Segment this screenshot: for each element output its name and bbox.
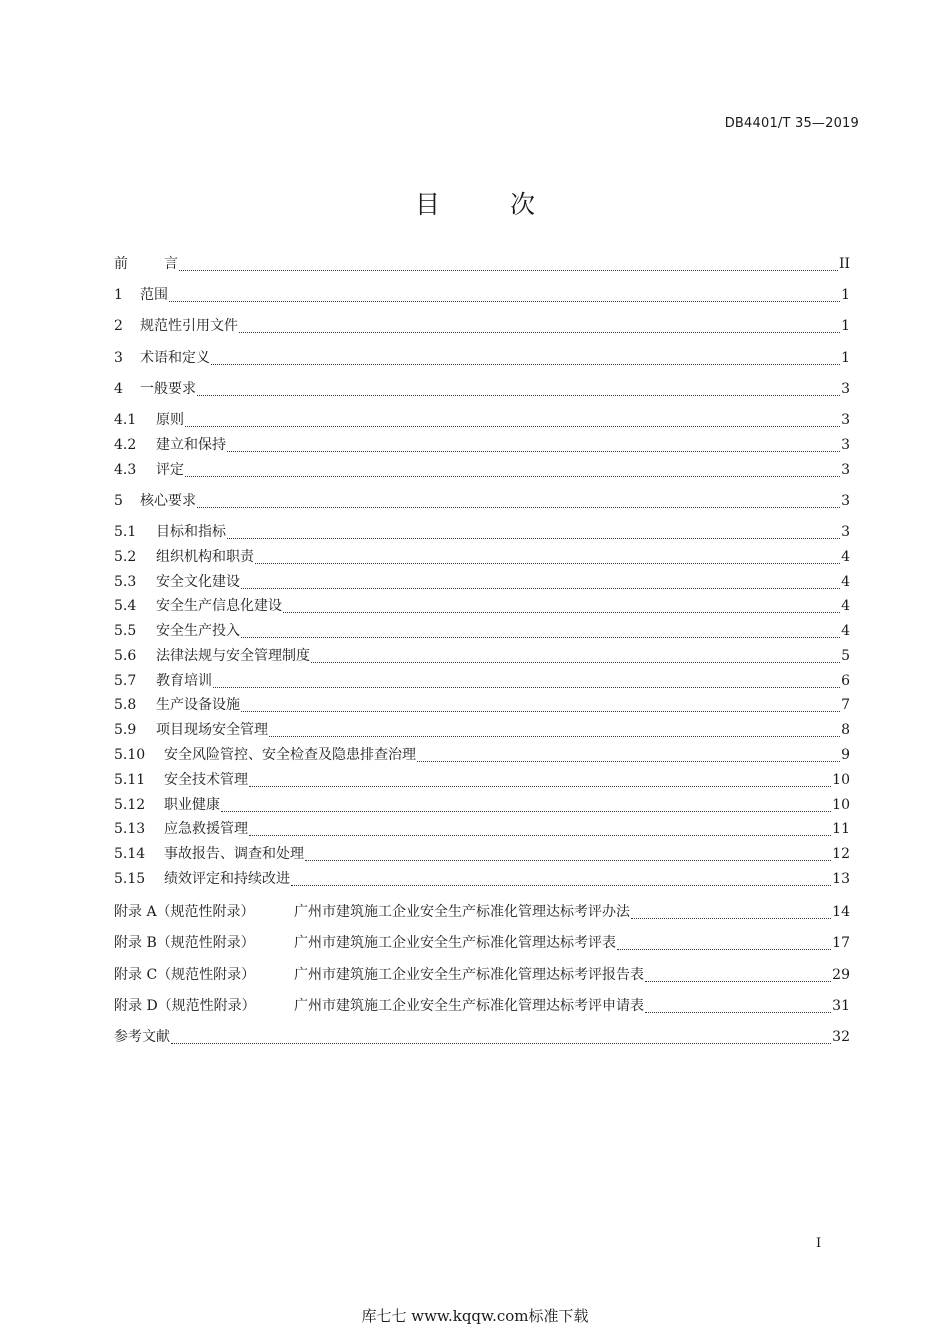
toc-entry[interactable] [114,621,850,641]
toc-entry-number: 2 [114,318,123,334]
toc-entry-label: 规范性引用文件 [140,318,238,334]
toc-leader-dots [185,412,840,427]
toc-entry[interactable] [114,572,850,592]
toc-entry-number: 5.15 [114,871,146,887]
toc-entry-label: 法律法规与安全管理制度 [156,648,310,664]
toc-entry-label: 广州市建筑施工企业安全生产标准化管理达标考评办法 [294,904,630,920]
toc-entry-label: 职业健康 [164,797,220,813]
toc-entry-number: 5.1 [114,524,137,540]
toc-entry[interactable] [114,316,850,336]
toc-entry-page: 1 [841,350,850,366]
toc-entry-number: 附录 D（规范性附录） [114,998,256,1014]
toc-leader-dots [631,904,831,919]
toc-leader-dots [305,846,831,861]
toc-entry-number: 5 [114,493,123,509]
toc-entry[interactable] [114,410,850,430]
toc-leader-dots [417,747,840,762]
toc-entry-number: 5.11 [114,772,146,788]
toc-entry-label: 生产设备设施 [156,697,240,713]
toc-entry[interactable] [114,522,850,542]
toc-entry-number: 5.2 [114,549,137,565]
toc-entry-number: 附录 C（规范性附录） [114,967,256,983]
toc-leader-dots [239,318,840,333]
toc-entry-page: 17 [832,935,850,951]
toc-entry-page: 32 [832,1029,850,1045]
toc-entry[interactable] [114,1027,850,1047]
toc-entry-number: 5.9 [114,722,137,738]
toc-entry-number: 3 [114,350,123,366]
toc-entry[interactable] [114,435,850,455]
toc-entry-label: 教育培训 [156,673,212,689]
toc-entry-number: 4 [114,381,123,397]
toc-entry-label: 广州市建筑施工企业安全生产标准化管理达标考评表 [294,935,616,951]
toc-leader-dots [255,549,840,564]
toc-entry-number: 5.14 [114,846,146,862]
page-number: I [816,1236,822,1251]
toc-entry[interactable] [114,720,850,740]
toc-entry-number: 4.1 [114,412,137,428]
toc-entry-page: 3 [841,462,850,478]
title-char-1: 目 [414,190,440,219]
toc-entry[interactable] [114,695,850,715]
toc-entry-page: 11 [832,821,850,837]
toc-entry-label: 事故报告、调查和处理 [164,846,304,862]
toc-entry-page: 8 [841,722,850,738]
toc-leader-dots [283,598,840,613]
toc-entry-number: 5.6 [114,648,137,664]
toc-entry[interactable] [114,819,850,839]
toc-entry[interactable] [114,646,850,666]
toc-entry-label: 安全生产信息化建设 [156,598,282,614]
toc-entry-number: 前 [114,256,128,272]
toc-entry-page: 10 [832,797,850,813]
toc-leader-dots [241,574,840,589]
toc-entry[interactable] [114,285,850,305]
toc-entry-number: 5.3 [114,574,137,590]
toc-entry-label: 绩效评定和持续改进 [164,871,290,887]
toc-entry[interactable] [114,844,850,864]
toc-entry-number: 5.4 [114,598,137,614]
toc-entry-number: 5.10 [114,747,146,763]
toc-entry[interactable] [114,745,850,765]
toc-entry[interactable] [114,596,850,616]
toc-entry-label: 项目现场安全管理 [156,722,268,738]
toc-leader-dots [269,722,840,737]
toc-leader-dots [197,381,840,396]
toc-entry-page: 3 [841,493,850,509]
toc-entry-page: 29 [832,967,850,983]
toc-entry-label: 言 [164,256,178,272]
toc-entry-label: 范围 [140,287,168,303]
toc-entry-label: 安全生产投入 [156,623,240,639]
toc-entry[interactable] [114,965,850,985]
toc-entry-label: 原则 [156,412,184,428]
toc-leader-dots [221,797,831,812]
toc-entry-label: 安全技术管理 [164,772,248,788]
toc-entry-page: 5 [841,648,850,664]
toc-entry-number: 5.12 [114,797,146,813]
toc-leader-dots [179,256,838,271]
footer-watermark: 库七七 www.kqqw.com标准下载 [361,1307,589,1325]
toc-leader-dots [241,697,840,712]
toc-entry[interactable] [114,770,850,790]
toc-entry-page: II [838,256,850,272]
toc-leader-dots [249,772,831,787]
toc-entry-number: 附录 B（规范性附录） [114,935,255,951]
toc-leader-dots [185,462,840,477]
toc-entry-label: 一般要求 [140,381,196,397]
toc-leader-dots [213,673,840,688]
toc-leader-dots [645,967,831,982]
toc-entry[interactable] [114,902,850,922]
toc-entry[interactable] [114,671,850,691]
toc-entry-page: 6 [841,673,850,689]
toc-entry-page: 4 [841,598,850,614]
toc-entry-page: 31 [832,998,850,1014]
toc-entry[interactable] [114,869,850,889]
title-char-2: 次 [510,190,536,219]
toc-leader-dots [617,935,831,950]
toc-entry-label: 应急救援管理 [164,821,248,837]
toc-leader-dots [169,287,840,302]
toc-leader-dots [291,871,831,886]
toc-entry[interactable] [114,547,850,567]
toc-entry[interactable] [114,795,850,815]
toc-entry-label: 术语和定义 [140,350,210,366]
toc-entry-label: 广州市建筑施工企业安全生产标准化管理达标考评报告表 [294,967,644,983]
toc-entry-label: 安全风险管控、安全检查及隐患排查治理 [164,747,416,763]
standard-code: DB4401/T 35—2019 [724,116,859,131]
toc-entry-number: 1 [114,287,123,303]
toc-entry-number: 5.8 [114,697,137,713]
toc-entry-label: 评定 [156,462,184,478]
toc-entry[interactable] [114,254,850,274]
toc-entry-page: 14 [832,904,850,920]
toc-entry-page: 3 [841,381,850,397]
toc-leader-dots [211,350,840,365]
toc-entry-label: 核心要求 [140,493,196,509]
toc-entry[interactable] [114,933,850,953]
toc-entry-label: 广州市建筑施工企业安全生产标准化管理达标考评申请表 [294,998,644,1014]
toc-leader-dots [227,524,840,539]
toc-entry-page: 7 [841,697,850,713]
toc-entry-page: 4 [841,623,850,639]
toc-entry-page: 3 [841,412,850,428]
toc-entry-label: 目标和指标 [156,524,226,540]
toc-entry-number: 4.2 [114,437,137,453]
toc-entry-number: 附录 A（规范性附录） [114,904,255,920]
toc-entry[interactable] [114,996,850,1016]
toc-leader-dots [311,648,840,663]
toc-entry-number: 5.13 [114,821,146,837]
toc-entry-label: 建立和保持 [156,437,226,453]
toc-entry[interactable] [114,491,850,511]
toc-entry-page: 9 [841,747,850,763]
toc-entry-label: 组织机构和职责 [156,549,254,565]
toc-entry-page: 1 [841,318,850,334]
toc-leader-dots [171,1029,831,1044]
toc-entry-page: 10 [832,772,850,788]
toc-entry[interactable] [114,348,850,368]
toc-entry-page: 13 [832,871,850,887]
toc-entry-number: 4.3 [114,462,137,478]
toc-entry-page: 12 [832,846,850,862]
toc-entry-number: 5.7 [114,673,137,689]
toc-leader-dots [249,821,831,836]
toc-entry-label: 安全文化建设 [156,574,240,590]
toc-entry-page: 4 [841,549,850,565]
toc-leader-dots [197,493,840,508]
toc-entry-number: 参考文献 [114,1029,170,1045]
toc-leader-dots [241,623,840,638]
page-title [0,185,950,221]
toc-leader-dots [227,437,840,452]
toc-leader-dots [645,998,831,1013]
toc-entry-page: 4 [841,574,850,590]
toc-entry-page: 3 [841,524,850,540]
toc-entry[interactable] [114,379,850,399]
toc-entry-number: 5.5 [114,623,137,639]
toc-entry[interactable] [114,460,850,480]
toc-entry-page: 3 [841,437,850,453]
toc-entry-page: 1 [841,287,850,303]
